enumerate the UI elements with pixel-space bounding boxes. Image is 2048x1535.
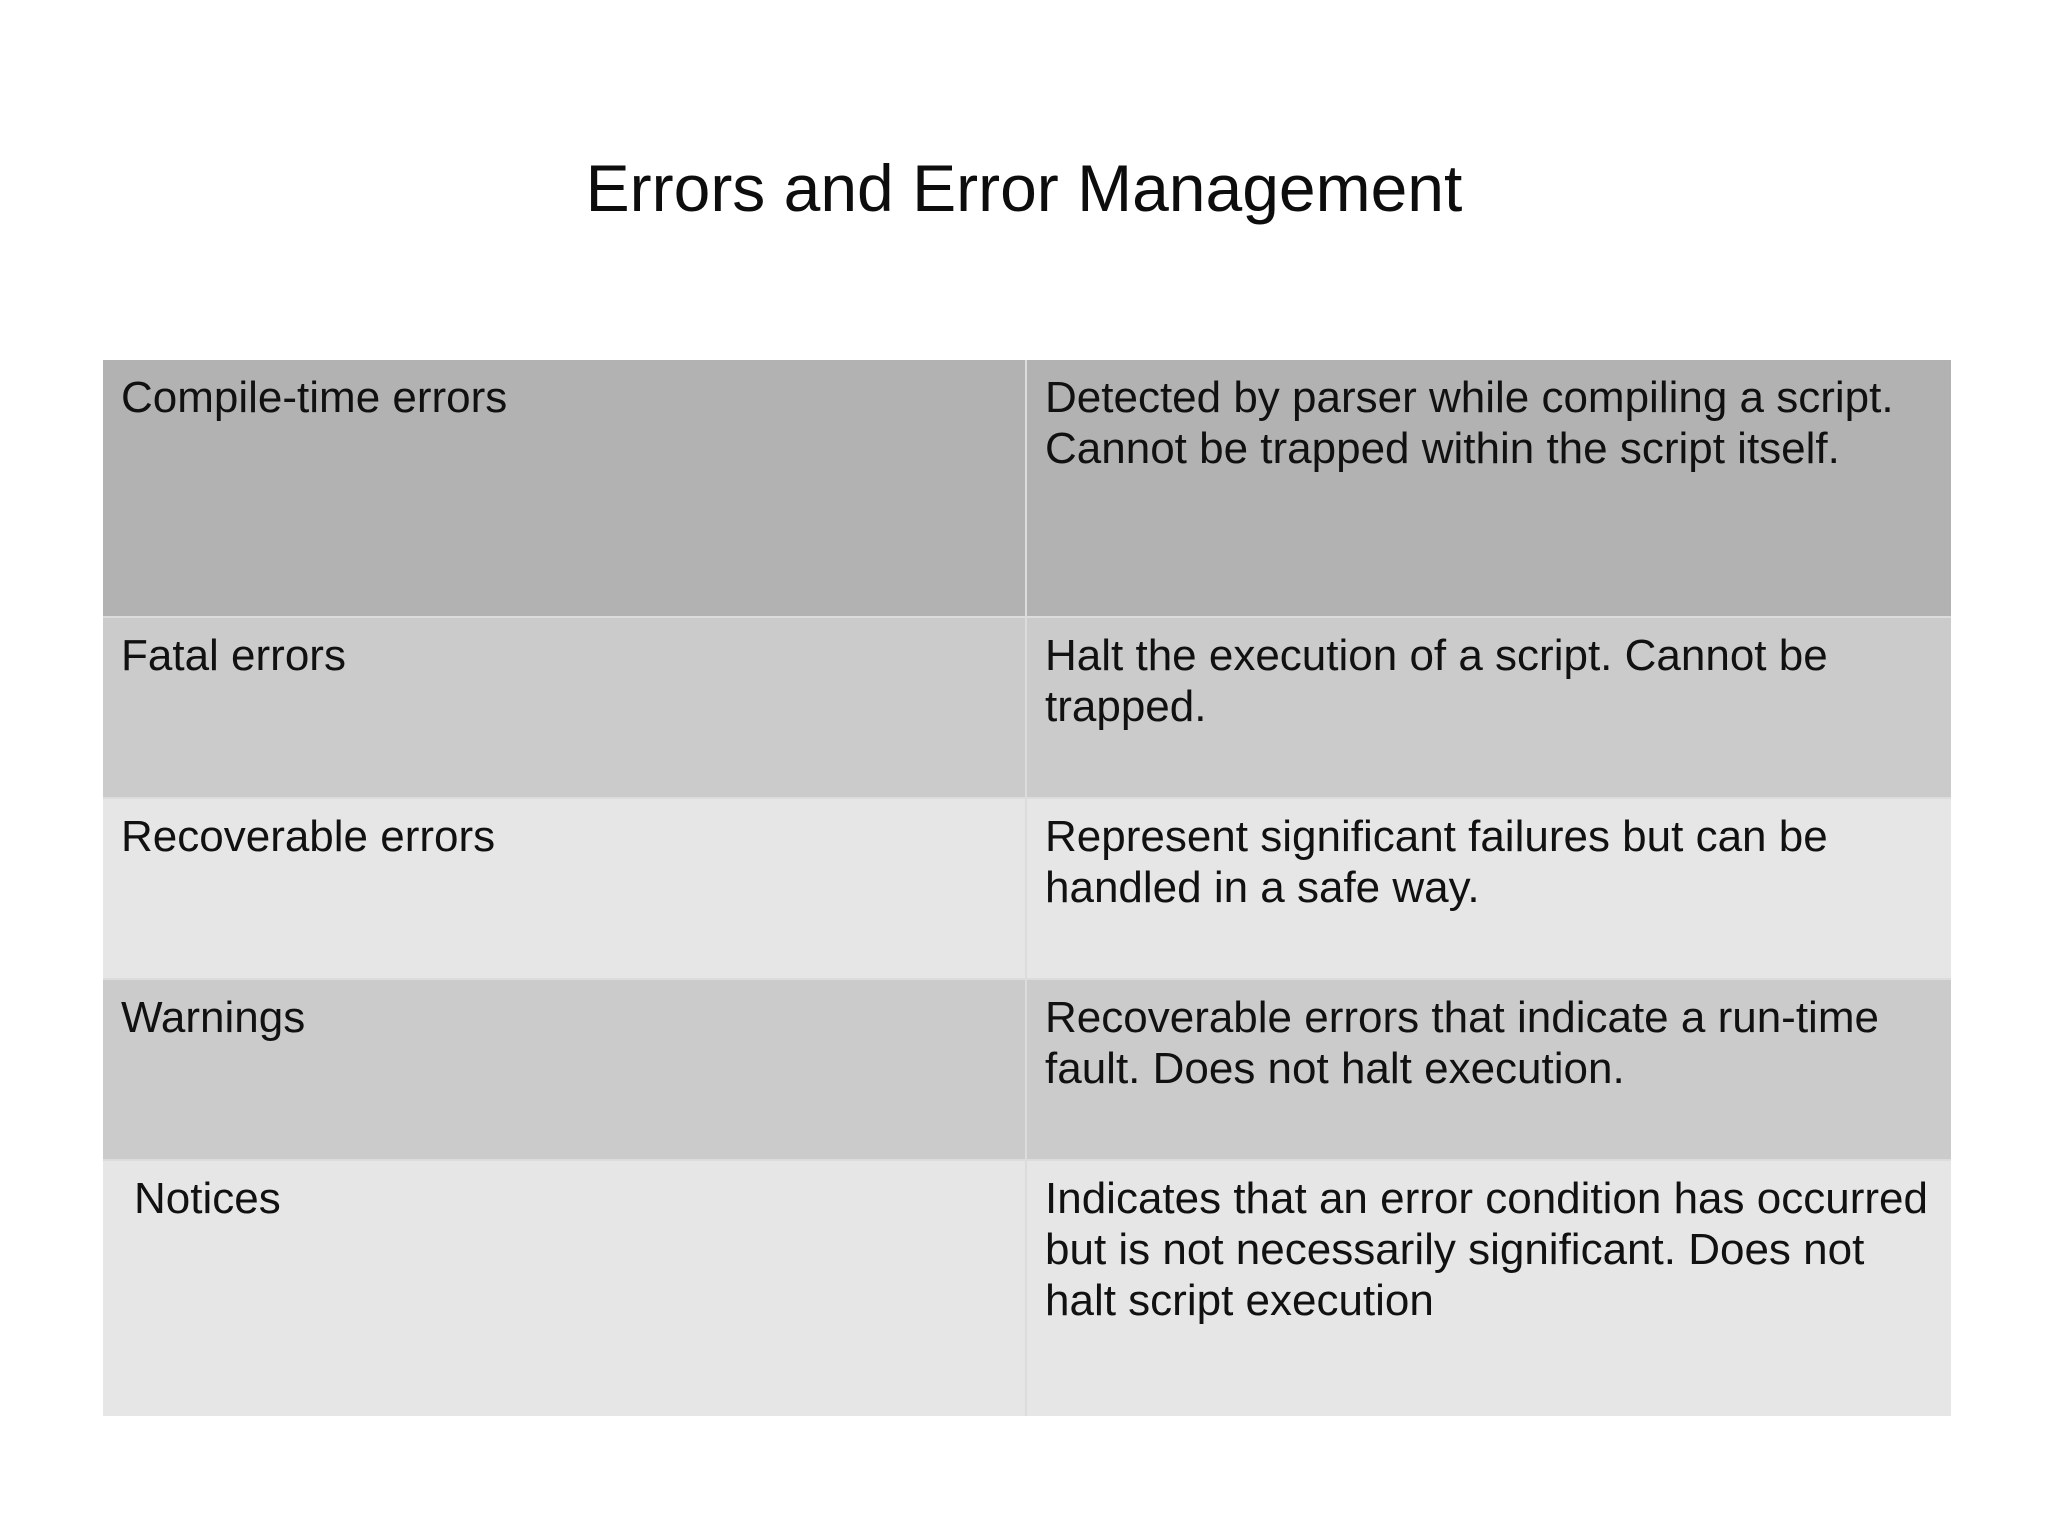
table-cell-term: Compile-time errors [103, 360, 1027, 616]
table-row [103, 978, 1951, 1159]
table-row [103, 1159, 1951, 1416]
table-cell-description: Halt the execution of a script. Cannot be trapped. [1045, 631, 1828, 731]
table-cell-term: Recoverable errors [103, 799, 1027, 978]
table-cell-term: Notices [103, 1161, 1027, 1416]
table-row [103, 360, 1951, 616]
table-row [103, 797, 1951, 978]
table-cell-term: Warnings [103, 980, 1027, 1159]
table-cell-term: Fatal errors [103, 618, 1027, 797]
error-types-table [103, 360, 1951, 1416]
table-cell-description: Detected by parser while compiling a script. Cannot be trapped within the script itself. [1045, 373, 1894, 473]
table-cell-description: Represent significant failures but can be handled in a safe way. [1045, 812, 1828, 912]
table-cell-description: Recoverable errors that indicate a run-time fault. Does not halt execution. [1045, 993, 1879, 1093]
slide-title: Errors and Error Management [585, 151, 1463, 225]
table-row [103, 616, 1951, 797]
table-cell-description: Indicates that an error condition has occurred but is not necessarily significant. Does not halt script execution [1045, 1174, 1928, 1325]
